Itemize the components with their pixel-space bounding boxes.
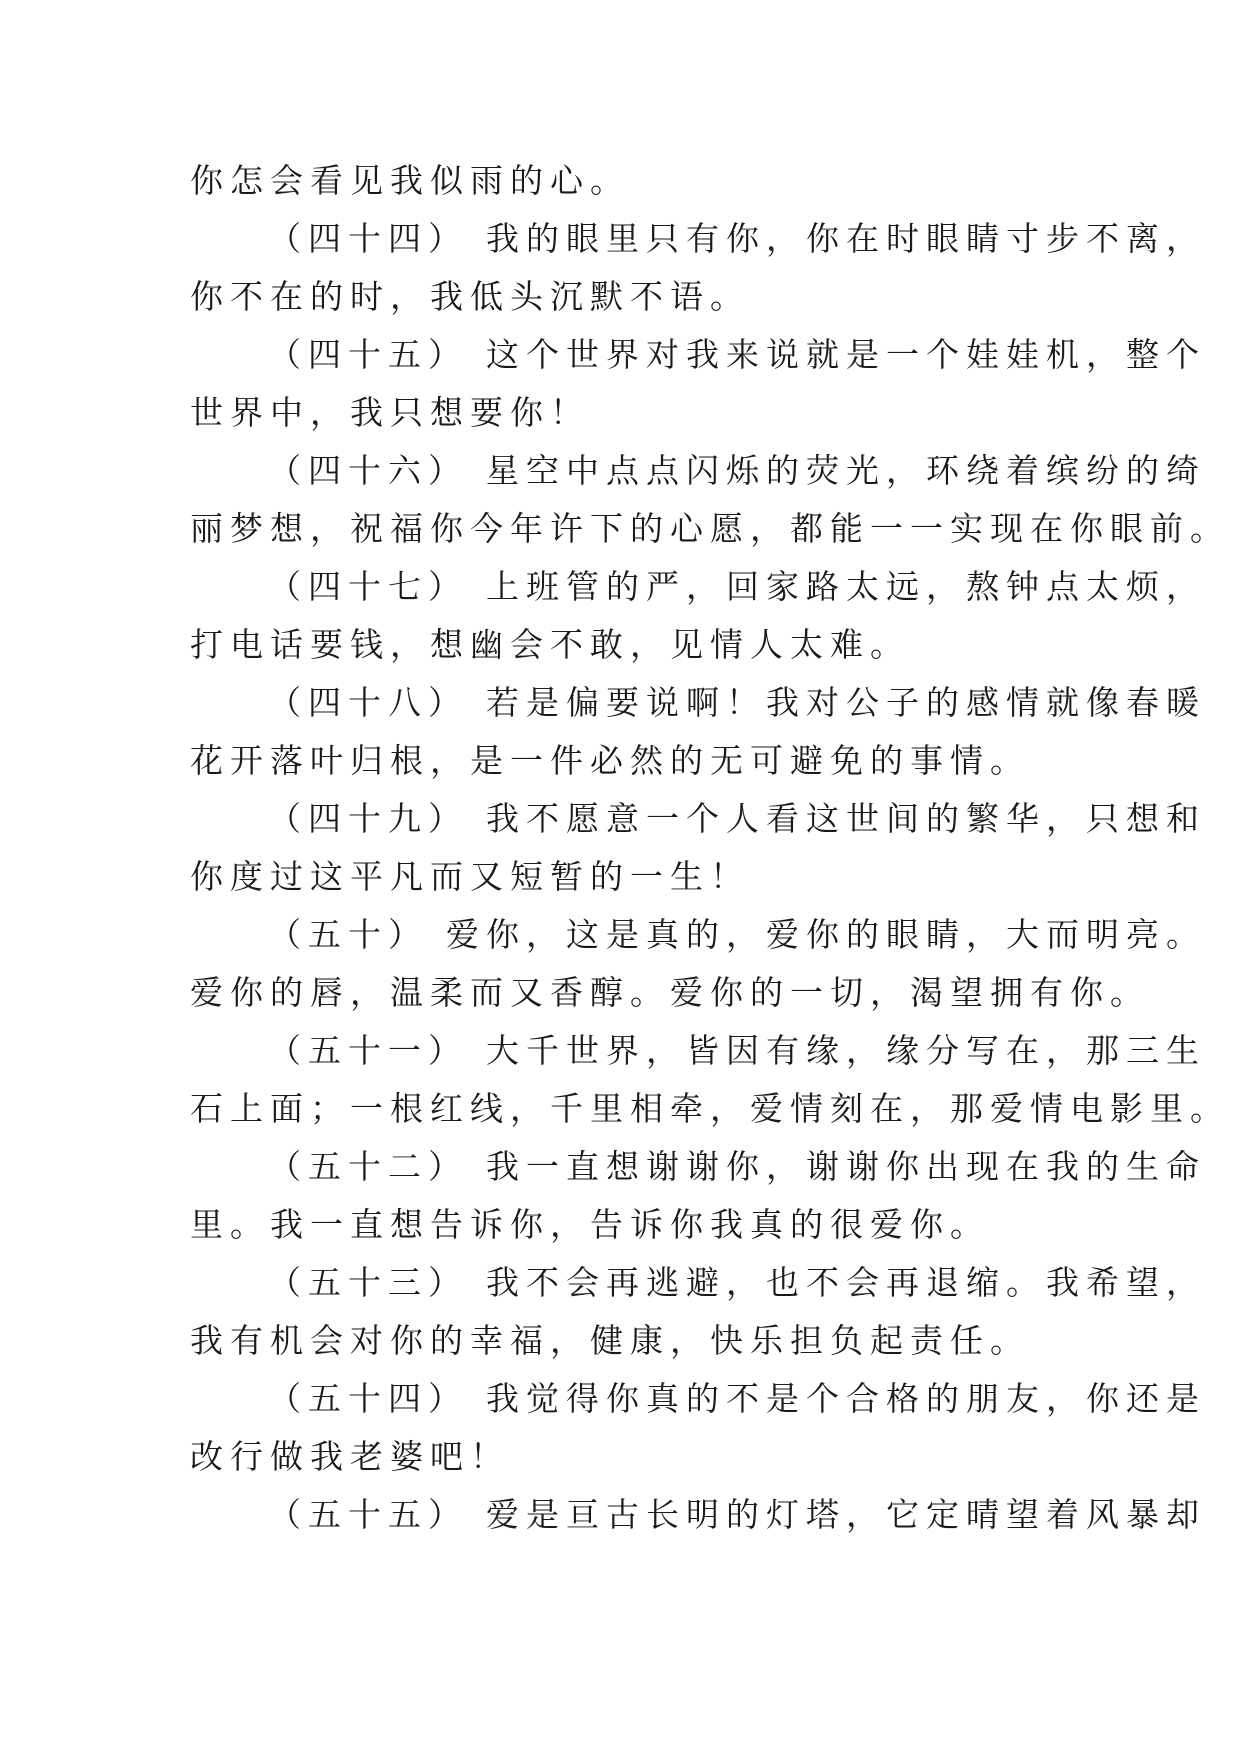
item-number: （五十五） (268, 1495, 468, 1534)
item-number: （四十七） (268, 567, 468, 606)
numbered-line: （五十五） 爱是亘古长明的灯塔，它定晴望着风暴却 (190, 1486, 1070, 1544)
item-number: （四十八） (268, 683, 468, 722)
text-line: 花开落叶归根，是一件必然的无可避免的事情。 (190, 741, 1030, 780)
numbered-line: （五十一） 大千世界，皆因有缘，缘分写在，那三生 (190, 1022, 1070, 1080)
item-number: （五十一） (268, 1031, 468, 1070)
text-line: 世界中，我只想要你！ (190, 393, 590, 432)
item-number: （五十三） (268, 1263, 468, 1302)
item-number: （五十） (268, 915, 428, 954)
numbered-line: （五十二） 我一直想谢谢你，谢谢你出现在我的生命 (190, 1138, 1070, 1196)
item-number: （四十四） (268, 219, 468, 258)
numbered-line: （四十七） 上班管的严，回家路太远，熬钟点太烦， (190, 558, 1070, 616)
numbered-line: （四十六） 星空中点点闪烁的荧光，环绕着缤纷的绮 (190, 442, 1070, 500)
numbered-line: （四十八） 若是偏要说啊！我对公子的感情就像春暖 (190, 674, 1070, 732)
numbered-line: （五十） 爱你，这是真的，爱你的眼睛，大而明亮。 (190, 906, 1070, 964)
numbered-line: （四十九） 我不愿意一个人看这世间的繁华，只想和 (190, 790, 1070, 848)
text-line: 爱你的唇，温柔而又香醇。爱你的一切，渴望拥有你。 (190, 973, 1150, 1012)
document-body (190, 152, 1230, 1544)
text-line: 丽梦想，祝福你今年许下的心愿，都能一一实现在你眼前。 (190, 509, 1230, 548)
numbered-line: （五十四） 我觉得你真的不是个合格的朋友，你还是 (190, 1370, 1070, 1428)
text-line: 石上面；一根红线，千里相牵，爱情刻在，那爱情电影里。 (190, 1089, 1230, 1128)
numbered-line: （四十四） 我的眼里只有你，你在时眼睛寸步不离， (190, 210, 1070, 268)
text-line: 我有机会对你的幸福，健康，快乐担负起责任。 (190, 1321, 1030, 1360)
item-number: （五十四） (268, 1379, 468, 1418)
text-line: 你不在的时，我低头沉默不语。 (190, 277, 750, 316)
text-line: 改行做我老婆吧！ (190, 1437, 510, 1476)
text-line: 你度过这平凡而又短暂的一生！ (190, 857, 750, 896)
item-number: （四十五） (268, 335, 468, 374)
text-line: 打电话要钱，想幽会不敢，见情人太难。 (190, 625, 910, 664)
text-line: 里。我一直想告诉你，告诉你我真的很爱你。 (190, 1205, 990, 1244)
item-number: （五十二） (268, 1147, 468, 1186)
numbered-line: （五十三） 我不会再逃避，也不会再退缩。我希望， (190, 1254, 1070, 1312)
item-number: （四十六） (268, 451, 468, 490)
item-number: （四十九） (268, 799, 468, 838)
text-line: 你怎会看见我似雨的心。 (190, 161, 630, 200)
numbered-line: （四十五） 这个世界对我来说就是一个娃娃机，整个 (190, 326, 1070, 384)
